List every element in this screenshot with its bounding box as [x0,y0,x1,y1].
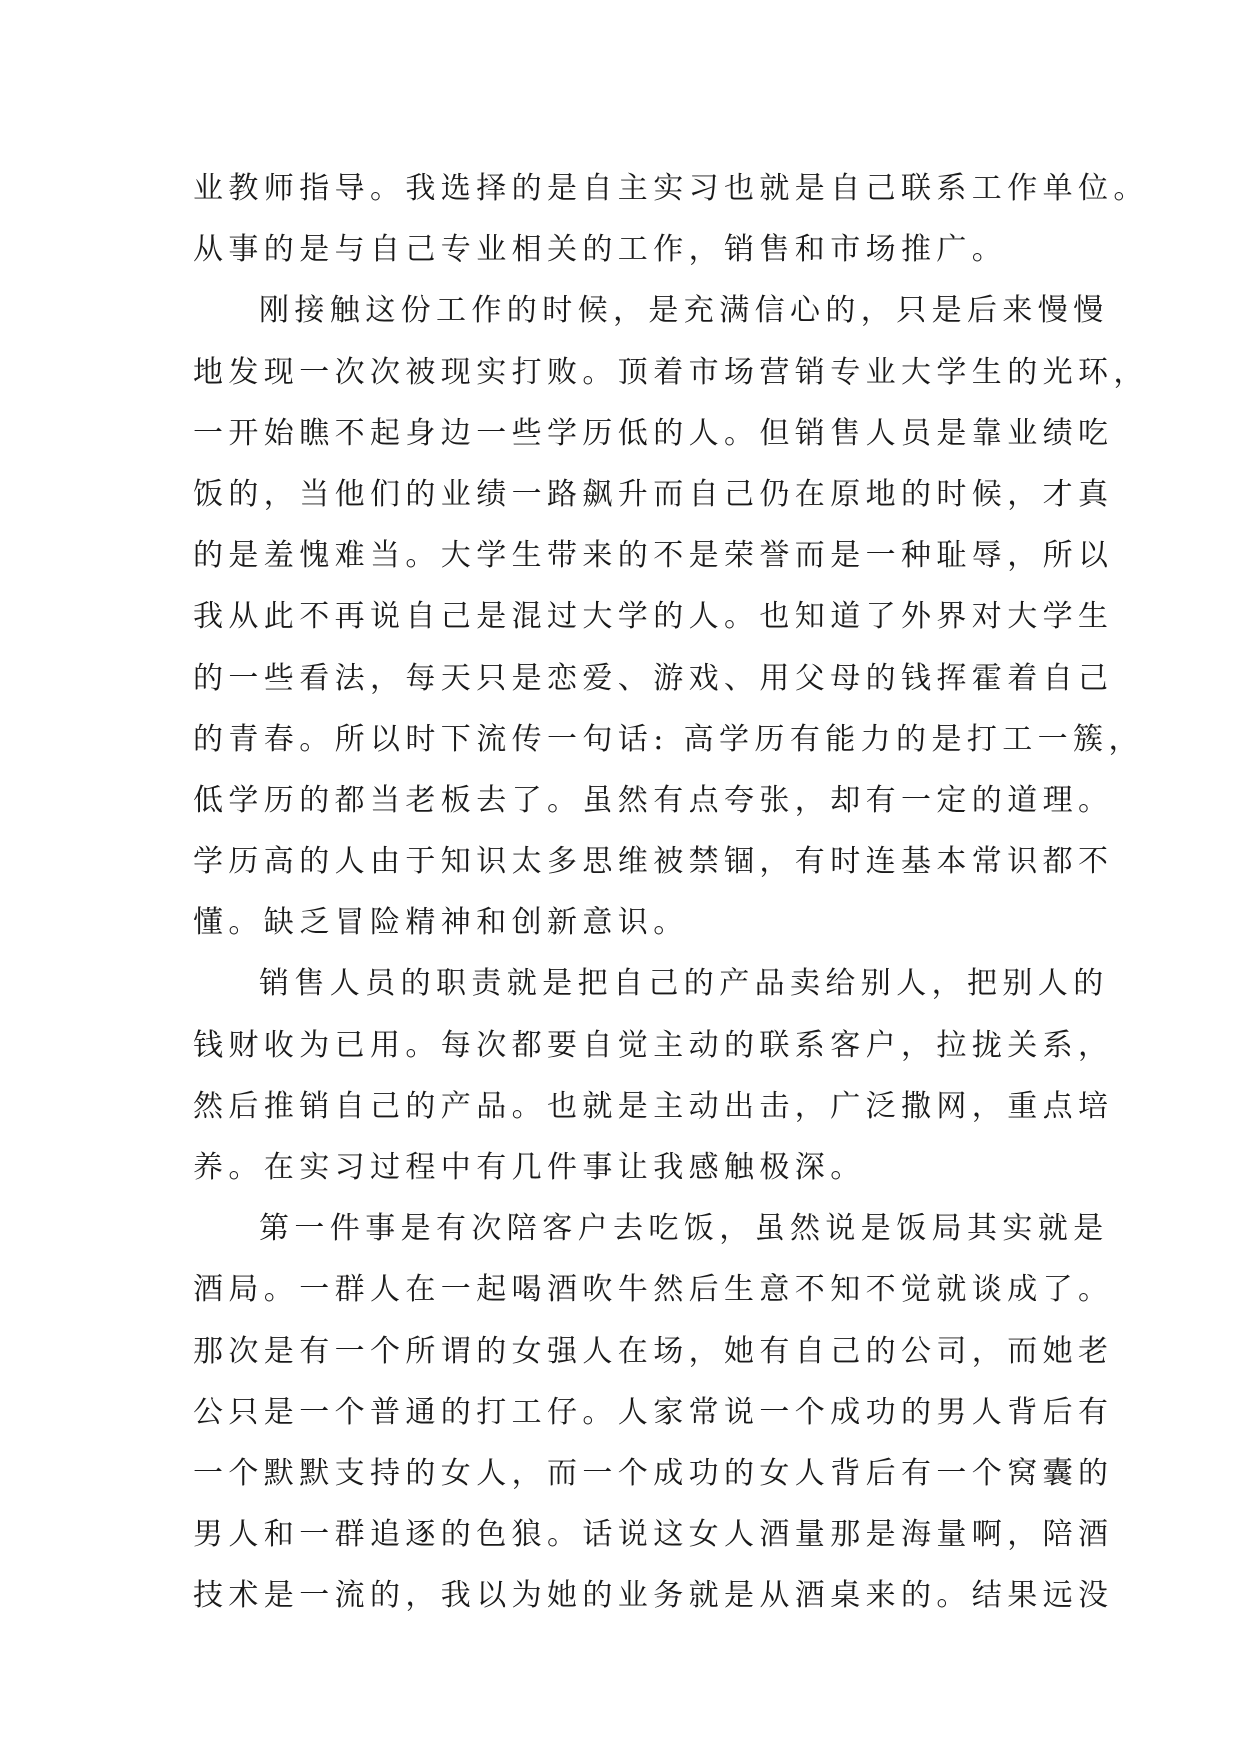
text-line: 一个默默支持的女人，而一个成功的女人背后有一个窝囊的 [193,1455,1114,1491]
text-line: 从事的是与自己专业相关的工作，销售和市场推广。 [193,232,1008,268]
text-line: 低学历的都当老板去了。虽然有点夸张，却有一定的道理。 [193,782,1114,818]
paragraph-first-line: 第一件事是有次陪客户去吃饭，虽然说是饭局其实就是 [259,1211,1109,1247]
text-line: 的是羞愧难当。大学生带来的不是荣誉而是一种耻辱，所以 [193,538,1114,574]
text-line: 我从此不再说自己是混过大学的人。也知道了外界对大学生 [193,599,1114,635]
paragraph-first-line: 销售人员的职责就是把自己的产品卖给别人，把别人的 [259,966,1109,1002]
text-line: 学历高的人由于知识太多思维被禁锢，有时连基本常识都不 [193,844,1114,880]
text-line: 地发现一次次被现实打败。顶着市场营销专业大学生的光环， [193,354,1149,390]
text-line: 那次是有一个所谓的女强人在场，她有自己的公司，而她老 [193,1333,1114,1369]
text-line: 技术是一流的，我以为她的业务就是从酒桌来的。结果远没 [193,1578,1114,1614]
text-line: 业教师指导。我选择的是自主实习也就是自己联系工作单位。 [193,171,1149,206]
text-line: 男人和一群追逐的色狼。话说这女人酒量那是海量啊，陪酒 [193,1517,1114,1553]
text-line: 养。在实习过程中有几件事让我感触极深。 [193,1150,866,1185]
text-line: 的青春。所以时下流传一句话: 高学历有能力的是打工一簇， [193,721,1144,757]
text-line: 的一些看法，每天只是恋爱、游戏、用父母的钱挥霍着自己 [193,660,1114,696]
text-line: 钱财收为已用。每次都要自觉主动的联系客户，拉拢关系， [193,1027,1114,1063]
text-line: 然后推销自己的产品。也就是主动出击，广泛撒网，重点培 [193,1088,1114,1124]
text-line: 饭的，当他们的业绩一路飙升而自己仍在原地的时候，才真 [193,476,1114,512]
body-text [193,158,1149,1627]
text-line: 懂。缺乏冒险精神和创新意识。 [193,905,689,941]
text-line: 公只是一个普通的打工仔。人家常说一个成功的男人背后有 [193,1394,1114,1430]
text-line: 一开始瞧不起身边一些学历低的人。但销售人员是靠业绩吃 [193,415,1114,451]
text-line: 酒局。一群人在一起喝酒吹牛然后生意不知不觉就谈成了。 [193,1272,1114,1308]
paragraph-first-line: 刚接触这份工作的时候，是充满信心的，只是后来慢慢 [259,293,1109,329]
